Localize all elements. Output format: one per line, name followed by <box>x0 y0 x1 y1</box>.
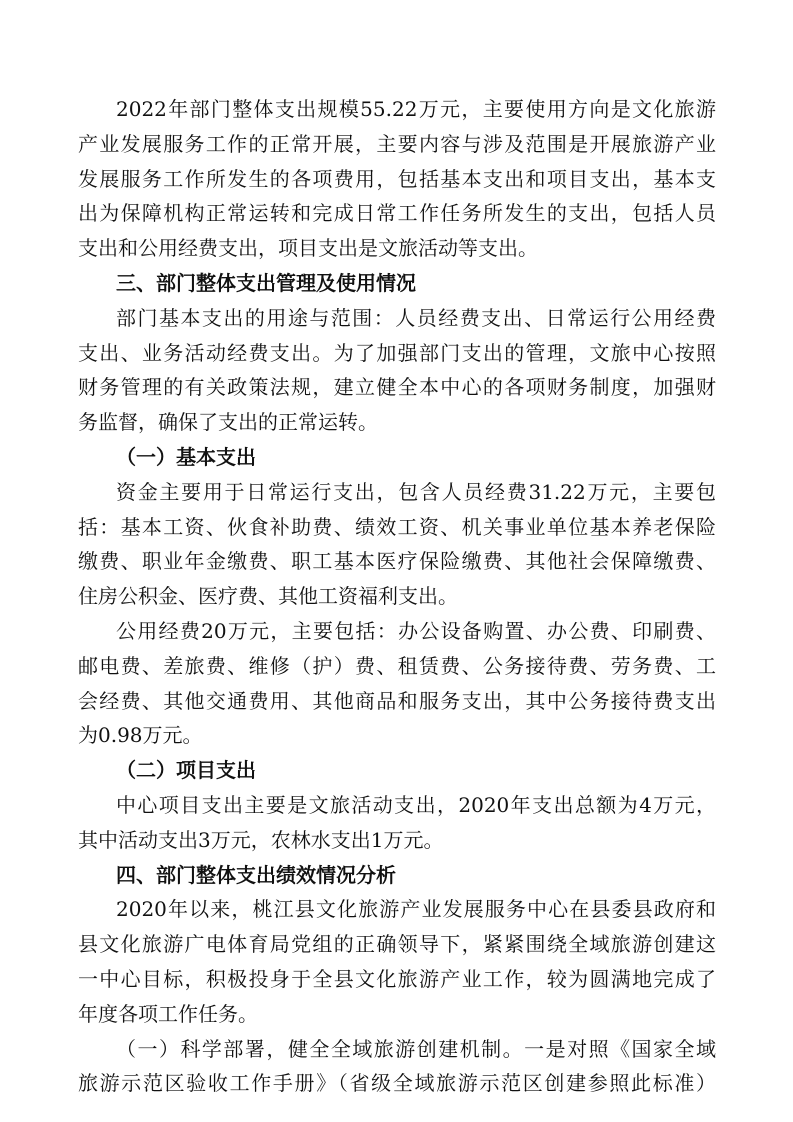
text-line: （二）项目支出 <box>116 758 256 783</box>
text-line: 2022年部门整体支出规模55.22万元，主要使用方向是文化旅游 <box>116 97 716 121</box>
text-line: 三、部门整体支出管理及使用情况 <box>116 270 416 295</box>
text-line: 2020年以来，桃江县文化旅游产业发展服务中心在县委县政府和 <box>116 897 716 922</box>
paragraph <box>78 92 716 266</box>
text-line: 财务管理的有关政策法规，建立健全本中心的各项财务制度，加强财 <box>78 375 716 400</box>
paragraph <box>78 475 716 614</box>
paragraph <box>78 1032 716 1102</box>
paragraph <box>78 788 716 858</box>
text-line: 县文化旅游广电体育局党组的正确领导下，紧紧围绕全域旅游创建这 <box>78 932 716 957</box>
text-line: 支出和公用经费支出，项目支出是文旅活动等支出。 <box>78 236 538 261</box>
text-line: 发展服务工作所发生的各项费用，包括基本支出和项目支出，基本支 <box>78 166 716 191</box>
text-line: 公用经费20万元，主要包括：办公设备购置、办公费、印刷费、 <box>116 618 716 643</box>
paragraph <box>78 614 716 753</box>
text-line: 旅游示范区验收工作手册》（省级全域旅游示范区创建参照此标准） <box>78 1071 716 1096</box>
text-line: 出为保障机构正常运转和完成日常工作任务所发生的支出，包括人员 <box>78 201 716 226</box>
text-line: 其中活动支出3万元，农林水支出1万元。 <box>78 827 444 852</box>
text-line: 会经费、其他交通费用、其他商品和服务支出，其中公务接待费支出 <box>78 688 716 713</box>
text-line: 务监督，确保了支出的正常运转。 <box>78 410 378 435</box>
paragraph <box>78 301 716 440</box>
text-line: 括：基本工资、伙食补助费、绩效工资、机关事业单位基本养老保险 <box>78 514 716 539</box>
text-line: 邮电费、差旅费、维修（护）费、租赁费、公务接待费、劳务费、工 <box>78 653 716 678</box>
text-line: 资金主要用于日常运行支出，包含人员经费31.22万元，主要包 <box>116 479 716 504</box>
text-line: 住房公积金、医疗费、其他工资福利支出。 <box>78 584 458 609</box>
text-line: 为0.98万元。 <box>78 723 203 748</box>
text-line: 支出、业务活动经费支出。为了加强部门支出的管理，文旅中心按照 <box>78 340 716 365</box>
paragraph <box>78 892 716 1031</box>
section-heading <box>78 753 716 788</box>
text-line: 部门基本支出的用途与范围：人员经费支出、日常运行公用经费 <box>116 305 716 330</box>
section-heading <box>78 440 716 475</box>
text-line: 产业发展服务工作的正常开展，主要内容与涉及范围是开展旅游产业 <box>78 131 716 156</box>
text-line: （一）基本支出 <box>116 444 256 469</box>
text-line: 四、部门整体支出绩效情况分析 <box>116 862 396 887</box>
text-line: 中心项目支出主要是文旅活动支出，2020年支出总额为4万元， <box>116 792 716 817</box>
text-line: 缴费、职业年金缴费、职工基本医疗保险缴费、其他社会保障缴费、 <box>78 549 716 574</box>
section-heading <box>78 858 716 893</box>
section-heading <box>78 266 716 301</box>
text-line: 一中心目标，积极投身于全县文化旅游产业工作，较为圆满地完成了 <box>78 966 716 991</box>
document-page <box>78 92 716 1101</box>
text-line: 年度各项工作任务。 <box>78 1001 258 1026</box>
text-line: （一）科学部署，健全全域旅游创建机制。一是对照《国家全域 <box>116 1036 716 1061</box>
